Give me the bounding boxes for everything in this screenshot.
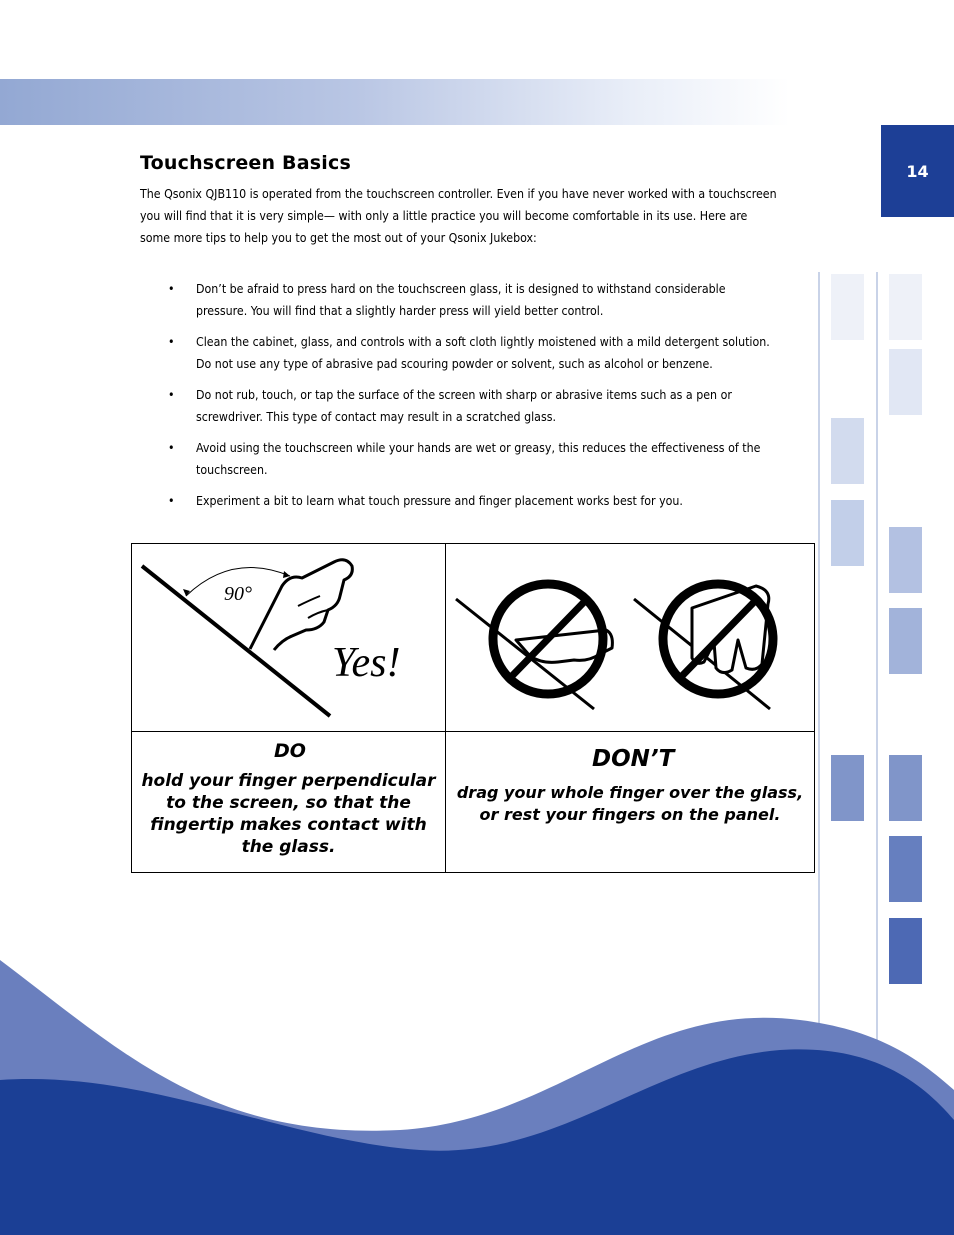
dont-heading: DON’T — [592, 746, 675, 772]
decor-square — [831, 418, 864, 484]
do-text-cell — [132, 732, 446, 873]
list-item: • Don’t be afraid to press hard on the touchscreen glass, it is designed to withstand considerable pressure. You will find that a slightly harder press will yield better control. — [168, 282, 726, 318]
tips-list — [140, 278, 780, 521]
list-item: • Clean the cabinet, glass, and controls with a soft cloth lightly moistened with a mild detergent solution. Do not use any type of abrasive pad scouring powder or solvent, such as alcohol or benzene. — [168, 335, 770, 371]
list-item: • Do not rub, touch, or tap the surface of the screen with sharp or abrasive items such as a pen or screwdriver. This type of contact may result in a scratched glass. — [168, 388, 732, 424]
page-number: 14 — [906, 161, 929, 181]
yes-label: Yes! — [332, 640, 401, 686]
dont-text-cell — [446, 732, 815, 873]
decor-square — [831, 500, 864, 566]
intro-paragraph: The Qsonix QJB110 is operated from the touchscreen controller. Even if you have never worked with a touchscreen you will find that it is very simple— with only a little practice you will become comfortable in its use. Here are some more tips to help you to get the most out of your Qsonix Jukebox: — [140, 187, 777, 245]
decor-square — [831, 755, 864, 821]
finger-perpendicular-icon — [132, 544, 444, 726]
angle-label: 90° — [224, 583, 252, 605]
do-text: hold your finger perpendicular to the screen, so that the fingertip makes contact with the glass. — [141, 771, 436, 857]
decor-square — [889, 274, 922, 340]
page-number-tab — [881, 125, 954, 217]
header-band — [0, 79, 790, 125]
do-dont-table — [131, 543, 815, 873]
decor-square — [889, 836, 922, 902]
list-item: • Avoid using the touchscreen while your hands are wet or greasy, this reduces the effectiveness of the touchscreen. — [168, 441, 761, 477]
decor-square — [831, 274, 864, 340]
do-heading: DO — [274, 740, 306, 762]
prohibited-resting-hand-icon — [634, 584, 773, 709]
do-illustration-cell — [132, 544, 446, 732]
decor-square — [889, 608, 922, 674]
decor-square — [889, 755, 922, 821]
prohibited-flat-finger-icon — [456, 584, 612, 709]
decor-square — [889, 527, 922, 593]
page-title: Touchscreen Basics — [140, 152, 351, 174]
prohibited-illustrations — [446, 544, 813, 726]
footer-waves — [0, 940, 954, 1235]
dont-text: drag your whole finger over the glass, or rest your fingers on the panel. — [456, 783, 804, 824]
dont-illustration-cell — [446, 544, 815, 732]
decor-square — [889, 349, 922, 415]
list-item: • Experiment a bit to learn what touch pressure and finger placement works best for you. — [168, 494, 683, 508]
